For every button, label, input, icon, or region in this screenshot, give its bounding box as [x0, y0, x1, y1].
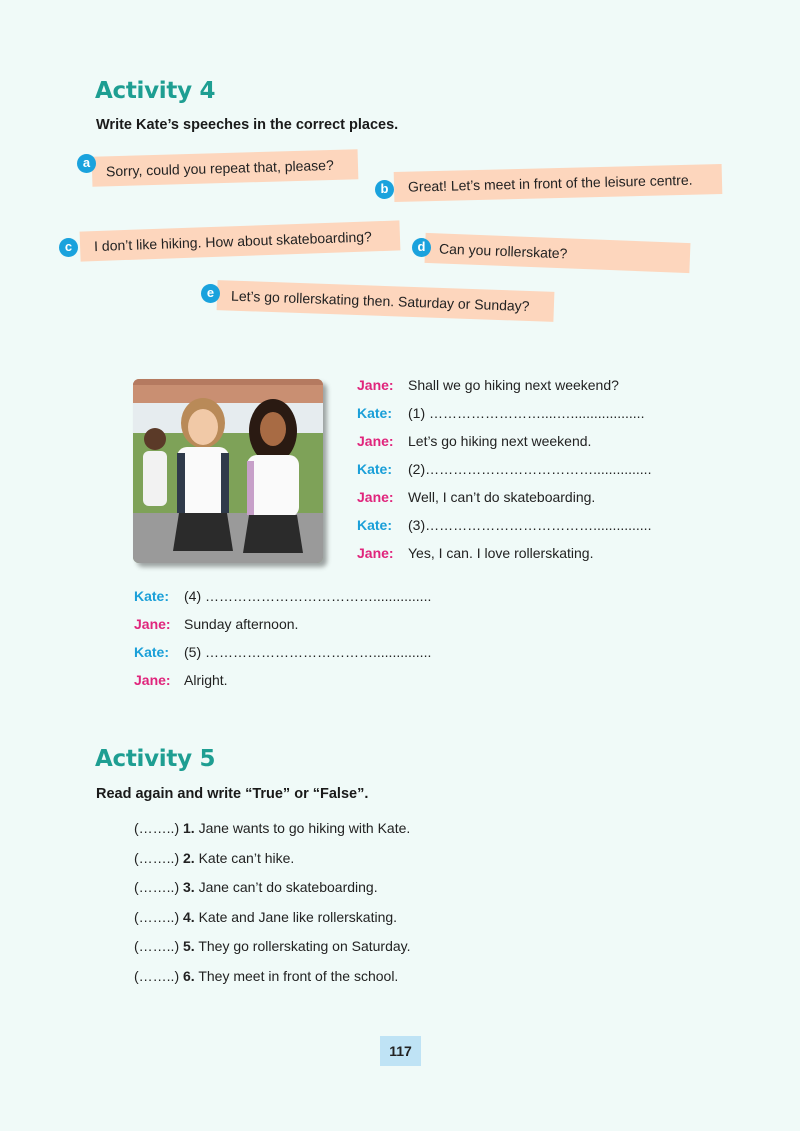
dialogue-line-5 — [357, 487, 677, 507]
statement-text: Jane can’t do skateboarding. — [198, 879, 378, 895]
true-false-item-1 — [134, 818, 410, 838]
speech-option-b-text: Great! Let’s meet in front of the leisure centre. — [407, 171, 693, 195]
speech-option-e-text: Let’s go rollerskating then. Saturday or Sunday? — [230, 287, 530, 315]
speech-option-a-badge: a — [77, 154, 96, 173]
true-false-item-4 — [134, 907, 397, 927]
speaker-kate: Kate: — [357, 461, 393, 477]
speaker-kate: Kate: — [134, 588, 170, 604]
dialogue-line-4 — [357, 459, 677, 479]
activity-4-title: Activity 4 — [95, 78, 216, 104]
item-number: 2. — [183, 850, 195, 866]
speaker-kate: Kate: — [134, 644, 170, 660]
dialogue-text: Yes, I can. I love rollerskating. — [408, 545, 594, 561]
speech-option-c-text: I don’t like hiking. How about skateboarding? — [93, 228, 373, 255]
dialogue-line-3 — [357, 431, 677, 451]
true-false-item-3 — [134, 877, 378, 897]
item-number: 5. — [183, 938, 195, 954]
dialogue-line-11 — [134, 670, 464, 690]
dialogue-line-7 — [357, 543, 677, 563]
speaker-jane: Jane: — [134, 616, 171, 632]
activity-5-title: Activity 5 — [95, 746, 216, 772]
dialogue-blank-4[interactable]: (4) ………………………………............... — [184, 588, 432, 604]
statement-text: They meet in front of the school. — [198, 968, 399, 984]
dialogue-line-2 — [357, 403, 677, 423]
speaker-jane: Jane: — [134, 672, 171, 688]
dialogue-blank-1[interactable]: (1) ……………………....…................... — [408, 405, 645, 421]
schoolgirls-photo — [133, 379, 323, 563]
statement-text: Jane wants to go hiking with Kate. — [198, 820, 411, 836]
answer-blank[interactable]: (……..) — [134, 909, 180, 925]
page-number: 117 — [380, 1036, 421, 1066]
speech-option-c — [80, 220, 401, 261]
dialogue-line-6 — [357, 515, 677, 535]
speaker-kate: Kate: — [357, 405, 393, 421]
speaker-jane: Jane: — [357, 377, 394, 393]
dialogue-blank-5[interactable]: (5) ………………………………............... — [184, 644, 432, 660]
speech-option-a-text: Sorry, could you repeat that, please? — [105, 156, 334, 180]
statement-text: They go rollerskating on Saturday. — [198, 938, 411, 954]
item-number: 1. — [183, 820, 195, 836]
dialogue-line-9 — [134, 614, 464, 634]
speech-option-b — [394, 164, 723, 202]
speech-option-d-badge: d — [412, 238, 431, 257]
true-false-item-6 — [134, 966, 398, 986]
true-false-item-2 — [134, 848, 294, 868]
answer-blank[interactable]: (……..) — [134, 820, 180, 836]
speaker-kate: Kate: — [357, 517, 393, 533]
activity-4-instruction: Write Kate’s speeches in the correct places. — [96, 117, 399, 133]
dialogue-text: Let’s go hiking next weekend. — [408, 433, 592, 449]
answer-blank[interactable]: (……..) — [134, 850, 180, 866]
dialogue-line-8 — [134, 586, 464, 606]
speech-option-b-badge: b — [375, 180, 394, 199]
speaker-jane: Jane: — [357, 433, 394, 449]
speech-option-c-badge: c — [59, 238, 78, 257]
dialogue-text: Well, I can’t do skateboarding. — [408, 489, 596, 505]
item-number: 3. — [183, 879, 195, 895]
dialogue-text: Alright. — [184, 672, 228, 688]
statement-text: Kate and Jane like rollerskating. — [198, 909, 398, 925]
dialogue-text: Shall we go hiking next weekend? — [408, 377, 619, 393]
schoolgirls-illustration — [133, 379, 323, 563]
dialogue-line-1 — [357, 375, 677, 395]
speaker-jane: Jane: — [357, 545, 394, 561]
dialogue-blank-2[interactable]: (2)………………………………............... — [408, 461, 652, 477]
speech-option-d — [425, 233, 691, 273]
activity-5-instruction: Read again and write “True” or “False”. — [96, 786, 369, 802]
answer-blank[interactable]: (……..) — [134, 968, 180, 984]
dialogue-text: Sunday afternoon. — [184, 616, 299, 632]
dialogue-blank-3[interactable]: (3)………………………………............... — [408, 517, 652, 533]
speech-option-d-text: Can you rollerskate? — [438, 240, 568, 262]
speech-option-e-badge: e — [201, 284, 220, 303]
true-false-item-5 — [134, 936, 411, 956]
speech-option-e — [217, 280, 555, 322]
speaker-jane: Jane: — [357, 489, 394, 505]
dialogue-line-10 — [134, 642, 464, 662]
item-number: 6. — [183, 968, 195, 984]
item-number: 4. — [183, 909, 195, 925]
answer-blank[interactable]: (……..) — [134, 938, 180, 954]
answer-blank[interactable]: (……..) — [134, 879, 180, 895]
statement-text: Kate can’t hike. — [198, 850, 295, 866]
speech-option-a — [92, 149, 359, 186]
